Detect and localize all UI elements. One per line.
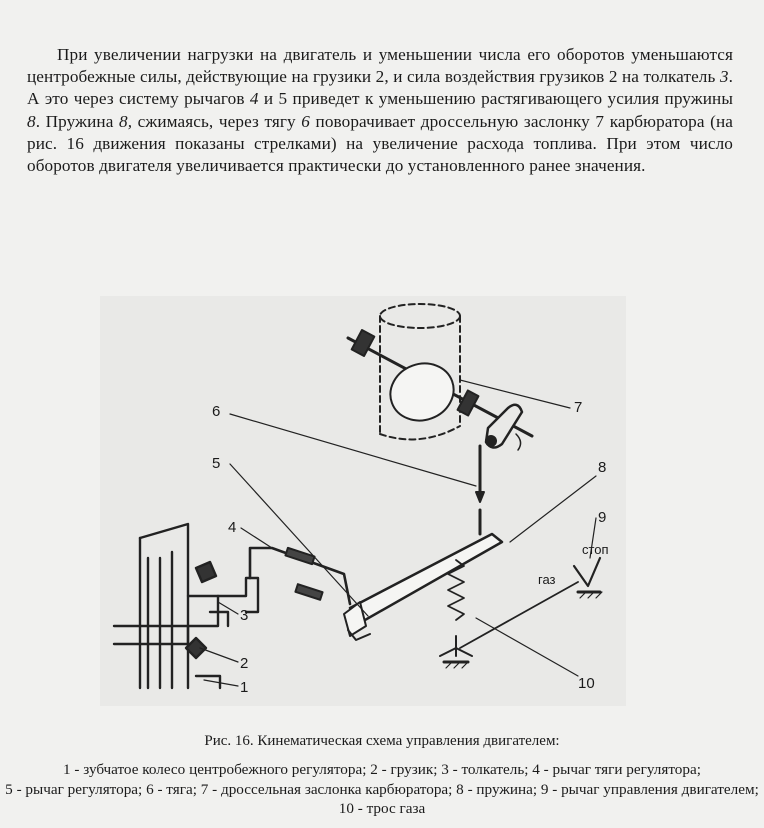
label-6: 6 [212, 403, 221, 420]
legend-item: 2 - грузик; [370, 761, 438, 778]
label-5: 5 [212, 455, 221, 472]
diagram-drawing [100, 296, 626, 706]
ref-8b: 8, [119, 111, 133, 131]
ref-8: 8 [27, 111, 36, 131]
label-4: 4 [228, 519, 237, 536]
rod-support [285, 548, 314, 564]
label-1: 1 [240, 679, 249, 696]
label-gas: газ [538, 572, 556, 587]
throttle-valve [382, 355, 461, 430]
label-stop: стоп [582, 542, 609, 557]
label-10: 10 [578, 675, 595, 692]
figure-legend [0, 760, 764, 819]
legend-item: 3 - толкатель; [441, 761, 529, 778]
leader-lines [200, 380, 596, 686]
text-run: сжимаясь, через тягу [132, 111, 302, 131]
legend-item: 5 - рычаг регулятора; [5, 780, 143, 798]
legend-item: 7 - дроссельная заслонка карбюратора; [200, 780, 453, 798]
legend-item: 4 - рычаг тяги регулятора; [532, 761, 701, 778]
text-run: поворачивает дроссельную заслонку 7 карбюратора (на рис. 16 движения показаны стрелками) на увеличение расхода топлива. При этом число оборотов двигателя увеличивается практически до установленного ранее значения. [27, 111, 733, 176]
kinematic-diagram [100, 296, 626, 706]
label-2: 2 [240, 655, 249, 672]
cable-10 [460, 582, 578, 648]
text-run: При увеличении нагрузки на двигатель и уменьшении числа его оборотов уменьшаются центробежные силы, действующие на грузики 2, и сила воздействия грузиков 2 на толкатель [27, 45, 733, 87]
legend-item: 8 - пружина; [456, 780, 538, 798]
ref-4: 4 [249, 89, 259, 109]
shaft-bearing [352, 330, 375, 356]
label-3: 3 [240, 607, 249, 624]
shaft-bearing [458, 390, 479, 415]
label-8: 8 [598, 459, 607, 476]
legend-item: 10 - трос газа [338, 800, 426, 817]
label-7: 7 [574, 399, 583, 416]
text-run: . Пружина [35, 111, 119, 131]
text-run: и 5 приведет к уменьшению растягивающего усилия пружины [258, 89, 733, 109]
text-run: . А это через систему рычагов [27, 67, 733, 109]
legend-item: 9 - рычаг управления двигателем; [540, 780, 759, 798]
ref-6: 6 [301, 111, 310, 131]
body-paragraph [27, 44, 733, 177]
figure-caption: Рис. 16. Кинематическая схема управления двигателем: [204, 733, 560, 749]
label-9: 9 [598, 509, 607, 526]
legend-item: 6 - тяга; [146, 780, 197, 798]
governor-housing [114, 524, 258, 688]
lever-5 [350, 534, 502, 624]
legend-item: 1 - зубчатое колесо центробежного регулятора; [63, 761, 367, 778]
ref-3: 3 [719, 67, 729, 87]
